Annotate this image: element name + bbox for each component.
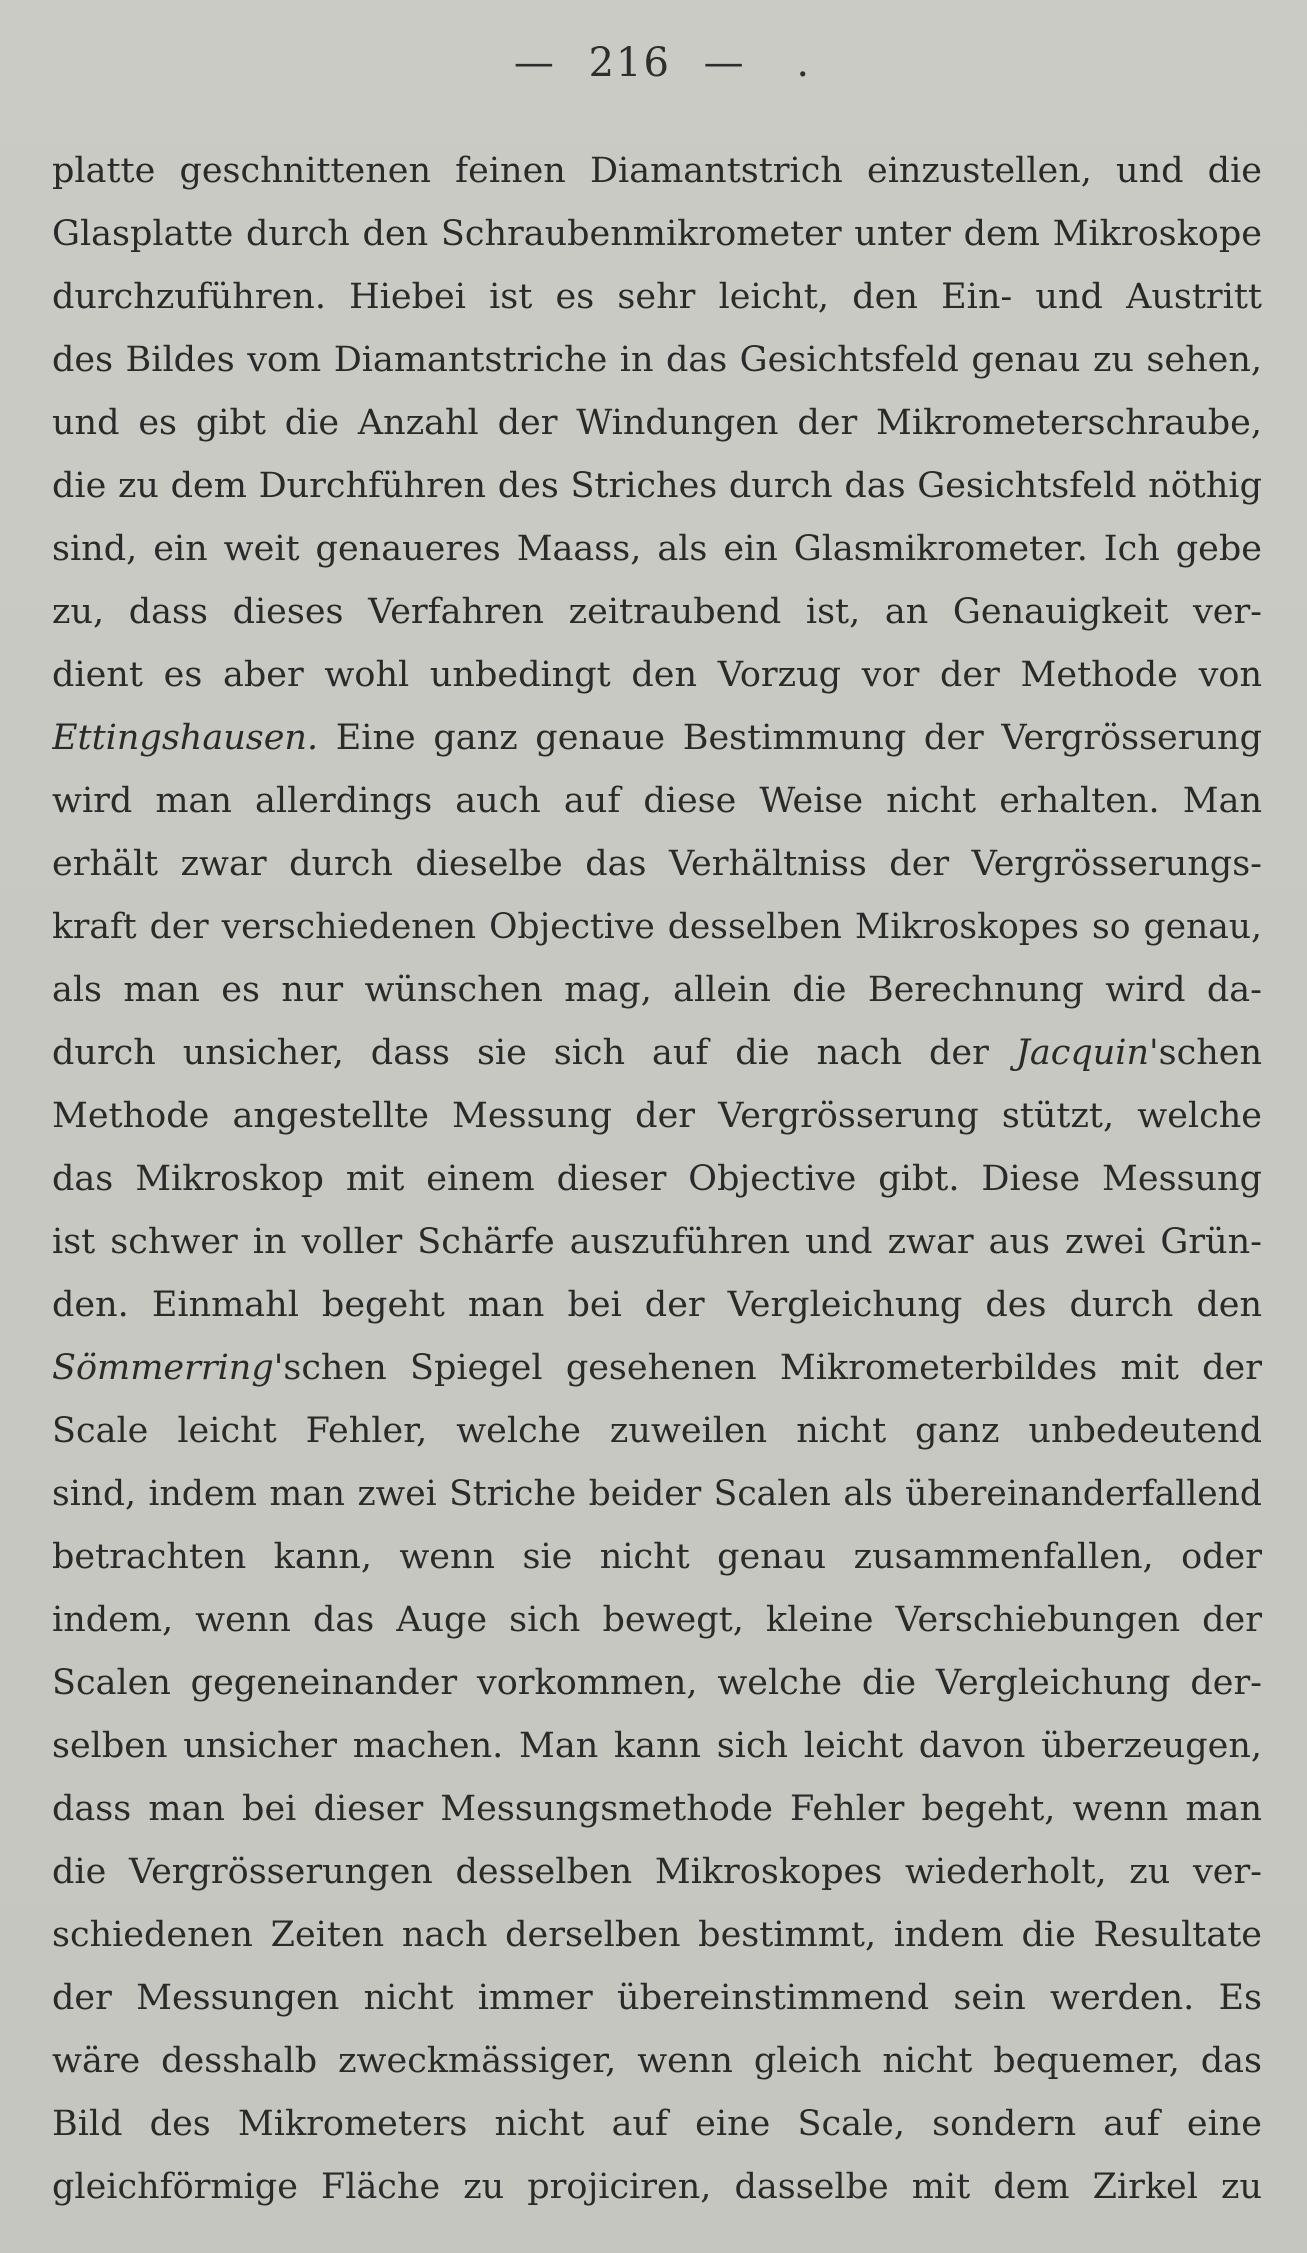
text-line bbox=[52, 140, 1262, 203]
text-line bbox=[52, 1211, 1262, 1274]
text-line bbox=[52, 1778, 1262, 1841]
text-segment: dient es aber wohl unbedingt den Vorzug vor der Methode von bbox=[52, 655, 1262, 695]
text-segment: kraft der verschiedenen Objective desselben Mikroskopes so genau, bbox=[52, 907, 1262, 947]
text-segment: zu, dass dieses Verfahren zeitraubend ist, an Genauigkeit ver- bbox=[52, 592, 1262, 632]
text-line bbox=[52, 455, 1262, 518]
text-line bbox=[52, 1085, 1262, 1148]
text-line bbox=[52, 2156, 1262, 2219]
text-segment: das Mikroskop mit einem dieser Objective gibt. Diese Messung bbox=[52, 1159, 1262, 1199]
text-segment: betrachten kann, wenn sie nicht genau zusammenfallen, oder bbox=[52, 1537, 1262, 1577]
text-line bbox=[52, 896, 1262, 959]
text-segment: Glasplatte durch den Schraubenmikrometer unter dem Mikroskope bbox=[52, 214, 1262, 254]
text-line bbox=[52, 2093, 1262, 2156]
text-segment: Scale leicht Fehler, welche zuweilen nicht ganz unbedeutend bbox=[52, 1411, 1262, 1451]
text-line bbox=[52, 329, 1262, 392]
text-line bbox=[52, 1526, 1262, 1589]
text-line bbox=[52, 392, 1262, 455]
text-line bbox=[52, 707, 1262, 770]
text-segment: 'schen Spiegel gesehenen Mikrometerbildes mit der bbox=[273, 1348, 1262, 1388]
text-segment: der Messungen nicht immer übereinstimmend sein werden. Es bbox=[52, 1978, 1262, 2018]
text-line bbox=[52, 2030, 1262, 2093]
text-line bbox=[52, 1841, 1262, 1904]
italic-name: Ettingshausen. bbox=[52, 718, 319, 758]
text-line bbox=[52, 644, 1262, 707]
text-segment: schiedenen Zeiten nach derselben bestimmt, indem die Resultate bbox=[52, 1915, 1262, 1955]
text-line bbox=[52, 833, 1262, 896]
text-segment: wird man allerdings auch auf diese Weise nicht erhalten. Man bbox=[52, 781, 1262, 821]
text-line bbox=[52, 1337, 1262, 1400]
header-right-dash: — bbox=[703, 40, 746, 86]
text-segment: platte geschnittenen feinen Diamantstrich einzustellen, und die bbox=[52, 151, 1262, 191]
text-segment: und es gibt die Anzahl der Windungen der Mikrometerschraube, bbox=[52, 403, 1262, 443]
text-segment: 'schen bbox=[1149, 1033, 1262, 1073]
text-segment: wäre desshalb zweckmässiger, wenn gleich nicht bequemer, das bbox=[52, 2041, 1262, 2081]
text-segment: die zu dem Durchführen des Striches durch das Gesichtsfeld nöthig bbox=[52, 466, 1262, 506]
text-segment: durch unsicher, dass sie sich auf die nach der bbox=[52, 1033, 1016, 1073]
text-segment: des Bildes vom Diamantstriche in das Gesichtsfeld genau zu sehen, bbox=[52, 340, 1262, 380]
text-line bbox=[52, 1274, 1262, 1337]
text-line bbox=[52, 203, 1262, 266]
header-dot: . bbox=[796, 40, 812, 86]
text-line bbox=[52, 1715, 1262, 1778]
text-segment: dass man bei dieser Messungsmethode Fehler begeht, wenn man bbox=[52, 1789, 1262, 1829]
text-segment: Scalen gegeneinander vorkommen, welche die Vergleichung der- bbox=[52, 1663, 1262, 1703]
text-line bbox=[52, 1967, 1262, 2030]
text-segment: den. Einmahl begeht man bei der Vergleichung des durch den bbox=[52, 1285, 1262, 1325]
italic-name: Jacquin bbox=[1015, 1033, 1150, 1073]
text-segment: gleichförmige Fläche zu projiciren, dasselbe mit dem Zirkel zu bbox=[52, 2167, 1262, 2207]
text-segment: indem, wenn das Auge sich bewegt, kleine Verschiebungen der bbox=[52, 1600, 1262, 1640]
header-left-dash: — bbox=[513, 40, 556, 86]
text-segment: sind, indem man zwei Striche beider Scalen als übereinanderfallend bbox=[52, 1474, 1262, 1514]
text-line bbox=[52, 1652, 1262, 1715]
text-line bbox=[52, 1400, 1262, 1463]
text-line bbox=[52, 518, 1262, 581]
text-segment: Methode angestellte Messung der Vergrösserung stützt, welche bbox=[52, 1096, 1262, 1136]
text-line bbox=[52, 770, 1262, 833]
text-line bbox=[52, 959, 1262, 1022]
text-line bbox=[52, 1022, 1262, 1085]
body-text bbox=[52, 140, 1262, 2219]
page-number: 216 bbox=[588, 40, 671, 86]
text-segment: sind, ein weit genaueres Maass, als ein Glasmikrometer. Ich gebe bbox=[52, 529, 1262, 569]
text-line bbox=[52, 581, 1262, 644]
text-line bbox=[52, 1463, 1262, 1526]
text-segment: erhält zwar durch dieselbe das Verhältniss der Vergrösserungs- bbox=[52, 844, 1262, 884]
text-segment: die Vergrösserungen desselben Mikroskopes wiederholt, zu ver- bbox=[52, 1852, 1262, 1892]
text-line bbox=[52, 1589, 1262, 1652]
text-line bbox=[52, 266, 1262, 329]
text-segment: ist schwer in voller Schärfe auszuführen und zwar aus zwei Grün- bbox=[52, 1222, 1262, 1262]
text-segment: selben unsicher machen. Man kann sich leicht davon überzeugen, bbox=[52, 1726, 1262, 1766]
page-header bbox=[0, 40, 1307, 86]
text-line bbox=[52, 1148, 1262, 1211]
text-segment: durchzuführen. Hiebei ist es sehr leicht, den Ein- und Austritt bbox=[52, 277, 1262, 317]
text-segment: Bild des Mikrometers nicht auf eine Scale, sondern auf eine bbox=[52, 2104, 1262, 2144]
text-line bbox=[52, 1904, 1262, 1967]
text-segment: Eine ganz genaue Bestimmung der Vergrösserung bbox=[318, 718, 1262, 758]
italic-name: Sömmerring bbox=[52, 1348, 274, 1388]
text-segment: als man es nur wünschen mag, allein die Berechnung wird da- bbox=[52, 970, 1262, 1010]
